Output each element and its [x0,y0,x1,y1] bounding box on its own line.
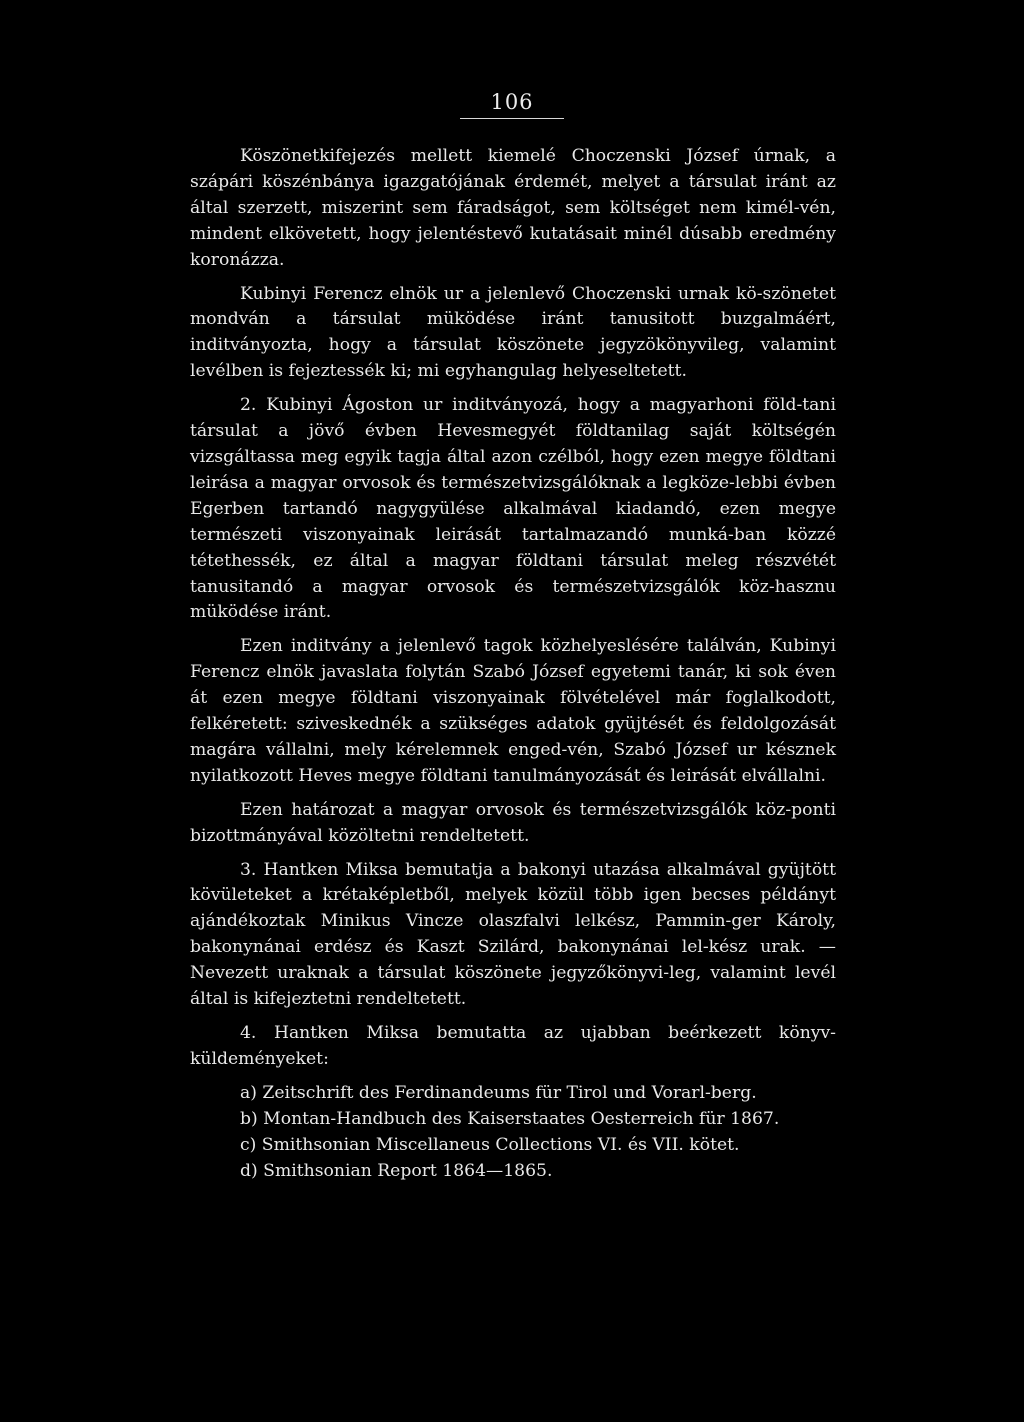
list-item-d: d) Smithsonian Report 1864—1865. [240,1160,553,1181]
list-item-b: b) Montan-Handbuch des Kaiserstaates Oesterreich für 1867. [240,1108,780,1129]
paragraph-item-3: 3. Hantken Miksa bemutatja a bakonyi utazása alkalmával gyüjtött kövületeket a krétaképletből, melyek közül több igen becses példányt ajándékoztak Minikus Vincze olaszfalvi lelkész, Pammin-ger Károly, bakonynánai erdész és Kaszt Szilárd, bakonynánai lel-kész urak. — Nevezett uraknak a társulat köszönete jegyzőkönyvi-leg, valamint levél által is kifejeztetni rendeltetett. [190,859,836,1010]
paragraph-thanks: Köszönetkifejezés mellett kiemelé Choczenski József úrnak, a szápári köszénbánya igazgatójának érdemét, melyet a társulat iránt az által szerzett, miszerint sem fáradságot, sem költséget nem kimél-vén, mindent elkövetett, hogy jelentéstevő kutatásait minél dúsabb eredmény koronázza. [190,146,836,270]
paragraph-item-2: 2. Kubinyi Ágoston ur inditványozá, hogy a magyarhoni föld-tani társulat a jövő évben Hevesmegyét földtanilag saját költségén vizsgáltassa meg egyik tagja által azon czélból, hogy ezen megye földtani leirása a magyar orvosok és természetvizsgálóknak a legköze-lebbi évben Egerben tartandó nagygyülése alkalmával kiadandó, ezen megye természeti viszonyainak leirását tartalmazandó munká-ban közzé tétethessék, ez által a magyar földtani társulat meleg részvétét tanusitandó a magyar orvosok és természetvizsgálók köz-hasznu müködése iránt. [190,395,836,623]
body-text [190,144,836,1184]
paragraph-kubinyi-ferencz: Kubinyi Ferencz elnök ur a jelenlevő Choczenski urnak kö-szönetet mondván a társulat müködése iránt tanusitott buzgalmáért, inditványozta, hogy a társulat köszönete jegyzökönyvileg, valamint levélben is fejeztessék ki; mi egyhangulag helyeseltetett. [190,283,836,382]
paragraph-proposal-accepted: Ezen inditvány a jelenlevő tagok közhelyeslésére találván, Kubinyi Ferencz elnök javaslata folytán Szabó József egyetemi tanár, ki sok éven át ezen megye földtani viszonyainak fölvételével már foglalkodott, felkéretett: sziveskednék a szükséges adatok gyüjtését és feldolgozását magára vállalni, mely kérelemnek enged-vén, Szabó József ur késznek nyilatkozott Heves megye földtani tanulmányozását és leirását elvállalni. [190,636,836,786]
list-item-a: a) Zeitschrift des Ferdinandeums für Tirol und Vorarl-berg. [240,1082,757,1103]
header-rule [460,118,564,119]
list-item-c: c) Smithsonian Miscellaneus Collections VI. és VII. kötet. [240,1134,740,1155]
paragraph-item-4: 4. Hantken Miksa bemutatta az ujabban beérkezett könyv-küldeményeket: [190,1023,836,1069]
page-number: 106 [490,90,534,114]
paragraph-resolution: Ezen határozat a magyar orvosok és természetvizsgálók köz-ponti bizottmányával közöltetni rendeltetett. [190,799,836,846]
